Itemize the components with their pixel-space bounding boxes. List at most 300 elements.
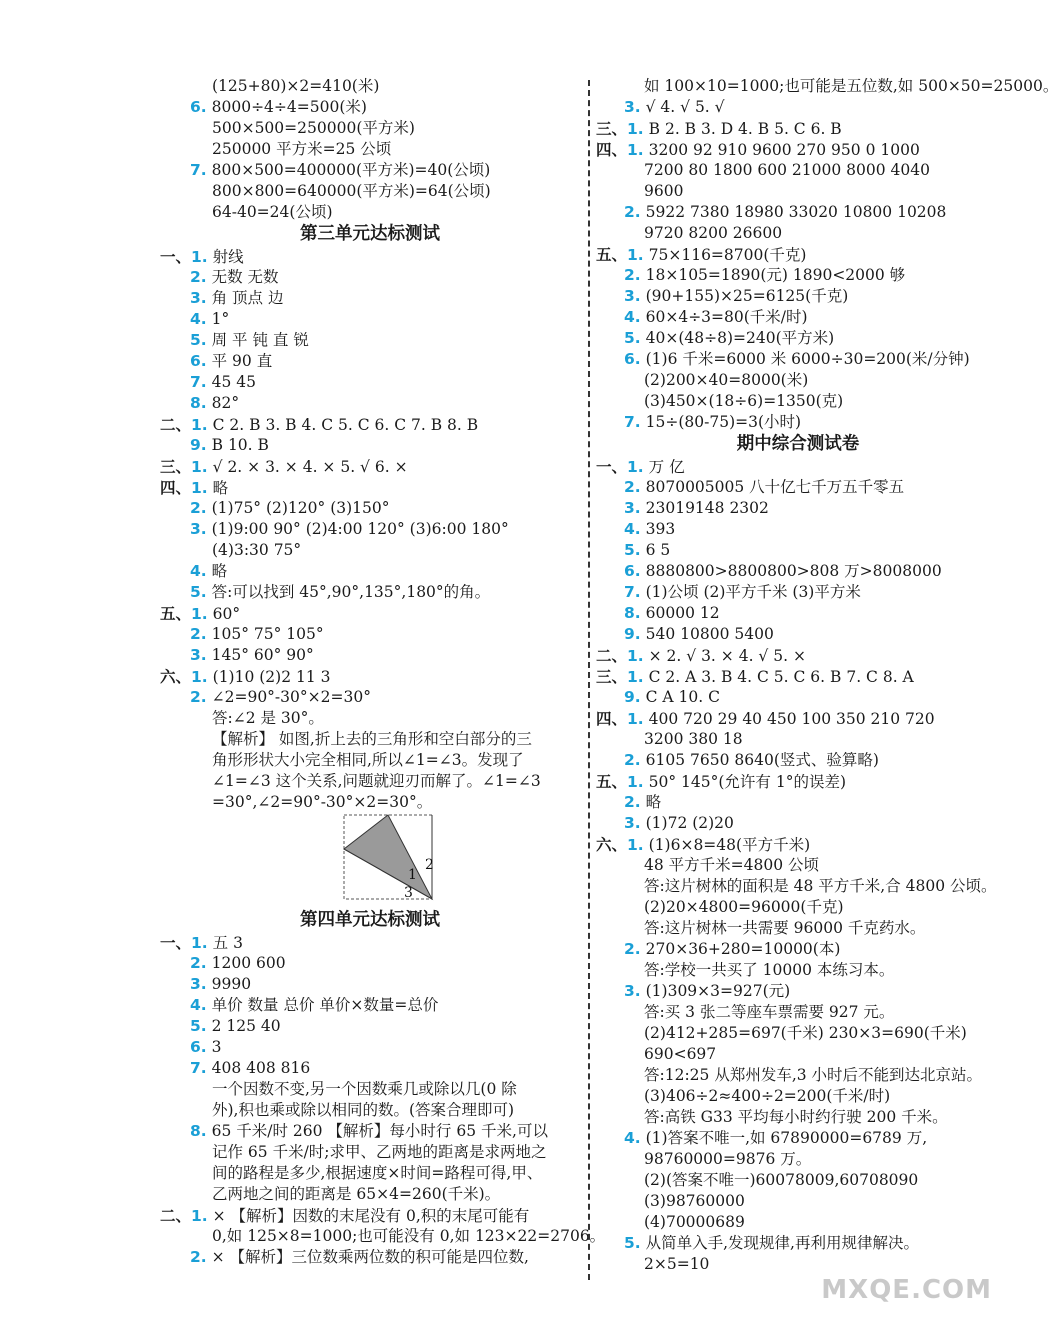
answer-line (596, 918, 1000, 939)
question-number: 2. (624, 940, 641, 958)
answer-line (160, 974, 580, 995)
question-number: 1. (191, 934, 208, 952)
answer-text: 从简单入手,发现规律,再利用规律解决。 (645, 1234, 919, 1252)
answer-line (596, 349, 1000, 370)
answer-text: 145° 60° 90° (211, 646, 314, 664)
answer-line (596, 1023, 1000, 1044)
answer-line (160, 1142, 580, 1163)
answer-text: 65 千米/时 260 【解析】每小时行 65 千米,可以 (211, 1122, 548, 1140)
answer-line (596, 1128, 1000, 1149)
answer-line (596, 477, 1000, 498)
answer-line (596, 97, 1000, 118)
answer-text: =30°,∠2=90°-30°×2=30°。 (212, 793, 433, 811)
section-number: 六、 (160, 667, 192, 686)
question-number: 4. (190, 996, 207, 1014)
answer-line (596, 834, 1000, 855)
question-number: 9. (190, 436, 207, 454)
answer-line (596, 750, 1000, 771)
answer-text: (2)20×4800=96000(千克) (644, 898, 844, 916)
section-number: 三、 (596, 119, 628, 138)
section-number: 五、 (596, 245, 628, 264)
question-number: 3. (624, 814, 641, 832)
answer-text: 略 (212, 479, 229, 497)
question-number: 7. (190, 373, 207, 391)
answer-text: 角形形状大小完全相同,所以∠1=∠3。发现了 (212, 751, 524, 769)
answer-text: 800×500=400000(平方米)=40(公顷) (211, 161, 491, 179)
section-number: 三、 (596, 667, 628, 686)
question-number: 1. (191, 248, 208, 266)
question-number: 1. (191, 416, 208, 434)
answer-line (596, 1002, 1000, 1023)
section-number: 二、 (596, 646, 628, 665)
answer-line (160, 202, 580, 223)
answer-line (596, 1065, 1000, 1086)
question-number: 6. (190, 352, 207, 370)
angle-label: 3 (404, 885, 413, 901)
answer-line (160, 995, 580, 1016)
question-number: 2. (190, 954, 207, 972)
answer-line (596, 855, 1000, 876)
answer-text: 18×105=1890(元) 1890<2000 够 (645, 266, 906, 284)
question-number: 1. (627, 710, 644, 728)
question-number: 7. (624, 413, 641, 431)
answer-line (596, 1254, 1000, 1275)
answer-line (596, 708, 1000, 729)
right-column (596, 76, 1058, 1275)
answer-line (160, 435, 580, 456)
answer-line (596, 666, 1000, 687)
answer-line (160, 687, 580, 708)
answer-text: 【解析】 如图,折上去的三角形和空白部分的三 (212, 730, 532, 748)
answer-line (160, 561, 580, 582)
answer-text: √ 2. × 3. × 4. × 5. √ 6. × (212, 458, 408, 476)
question-number: 2. (624, 751, 641, 769)
answer-text: (1)6 千米=6000 米 6000÷30=200(米/分钟) (645, 350, 970, 368)
question-number: 2. (190, 1248, 207, 1266)
answer-text: 40×(48÷8)=240(平方米) (645, 329, 835, 347)
answer-text: 1° (211, 310, 230, 328)
answer-line (596, 729, 1000, 750)
answer-text: (1)9:00 90° (2)4:00 120° (3)6:00 180° (211, 520, 509, 538)
answer-line (160, 624, 580, 645)
answer-line (160, 181, 580, 202)
answer-text: 82° (211, 394, 240, 412)
answer-line (160, 519, 580, 540)
answer-text: (1)309×3=927(元) (645, 982, 791, 1000)
answer-line (596, 939, 1000, 960)
answer-text: 记作 65 千米/时;求甲、乙两地的距离是求两地之 (212, 1143, 547, 1161)
answer-text: 393 (645, 520, 676, 538)
question-number: 5. (190, 583, 207, 601)
answer-text: 1200 600 (211, 954, 286, 972)
answer-text: (125+80)×2=410(米) (212, 77, 380, 95)
answer-line (596, 540, 1000, 561)
question-number: 4. (190, 310, 207, 328)
answer-line (596, 139, 1000, 160)
question-number: 1. (627, 668, 644, 686)
answer-text: (4)3:30 75° (212, 541, 302, 559)
answer-line (596, 792, 1000, 813)
question-number: 4. (624, 1129, 641, 1147)
answer-text: 略 (211, 562, 228, 580)
question-number: 4. (624, 308, 641, 326)
answer-line (596, 1170, 1000, 1191)
answer-line (596, 1149, 1000, 1170)
answer-text: 0,如 125×8=1000;也可能没有 0,如 123×22=2706。 (212, 1227, 606, 1245)
answer-text: 105° 75° 105° (211, 625, 324, 643)
answer-line (160, 582, 580, 603)
answer-text: 690<697 (644, 1045, 717, 1063)
answer-line (160, 160, 580, 181)
question-number: 5. (624, 329, 641, 347)
answer-line (160, 118, 580, 139)
question-number: 3. (624, 287, 641, 305)
answer-line (160, 708, 580, 729)
answer-line (596, 897, 1000, 918)
answer-line (160, 645, 580, 666)
answer-text: 9990 (211, 975, 252, 993)
answer-text: 答:这片树林一共需要 96000 千克药水。 (644, 919, 926, 937)
question-number: 8. (624, 604, 641, 622)
answer-line (160, 351, 580, 372)
column-divider (588, 80, 590, 1280)
answer-text: 7200 80 1800 600 21000 8000 4040 (644, 161, 930, 179)
answer-line (160, 456, 580, 477)
answer-line (160, 498, 580, 519)
answer-text: 408 408 816 (211, 1059, 311, 1077)
answer-text: (1)答案不唯一,如 67890000=6789 万, (645, 1129, 928, 1147)
answer-text: 50° 145°(允许有 1°的误差) (648, 773, 847, 791)
question-number: 1. (627, 141, 644, 159)
answer-text: (2)200×40=8000(米) (644, 371, 809, 389)
answer-line (596, 1086, 1000, 1107)
question-number: 2. (624, 203, 641, 221)
answer-text: 500×500=250000(平方米) (212, 119, 415, 137)
answer-line (596, 160, 1000, 181)
answer-text: × 【解析】三位数乘两位数的积可能是四位数, (211, 1248, 529, 1266)
question-number: 2. (190, 625, 207, 643)
section-number: 四、 (596, 140, 628, 159)
answer-text: 答:学校一共买了 10000 本练习本。 (644, 961, 895, 979)
question-number: 5. (190, 331, 207, 349)
question-number: 1. (627, 120, 644, 138)
answer-text: 平 90 直 (211, 352, 273, 370)
answer-text: 2×5=10 (644, 1255, 710, 1273)
answer-line (596, 1107, 1000, 1128)
answer-text: (3)450×(18÷6)=1350(克) (644, 392, 844, 410)
question-number: 3. (624, 98, 641, 116)
answer-text: C 2. B 3. B 4. C 5. C 6. C 7. B 8. B (212, 416, 479, 434)
question-number: 2. (190, 268, 207, 286)
answer-line (160, 414, 580, 435)
answer-text: √ 4. √ 5. √ (645, 98, 725, 116)
answer-text: × 2. √ 3. × 4. √ 5. × (648, 647, 806, 665)
answer-line (596, 202, 1000, 223)
answer-line (596, 561, 1000, 582)
answer-text: 23019148 2302 (645, 499, 769, 517)
question-number: 1. (627, 773, 644, 791)
answer-line (160, 477, 580, 498)
answer-line (596, 1191, 1000, 1212)
answer-line (596, 391, 1000, 412)
answer-text: (1)75° (2)120° (3)150° (211, 499, 390, 517)
answer-text: 250000 平方米=25 公顷 (212, 140, 392, 158)
answer-text: (1)公顷 (2)平方千米 (3)平方米 (645, 583, 861, 601)
answer-text: (1)10 (2)2 11 3 (212, 668, 331, 686)
answer-text: B 2. B 3. D 4. B 5. C 6. B (648, 120, 842, 138)
answer-text: 乙两地之间的距离是 65×4=260(千米)。 (212, 1185, 501, 1203)
answer-text: 60000 12 (645, 604, 720, 622)
answer-text: 无数 无数 (211, 268, 279, 286)
answer-text: 3200 380 18 (644, 730, 743, 748)
question-number: 1. (627, 647, 644, 665)
answer-line (160, 932, 580, 953)
answer-text: (2)(答案不唯一)60078009,60708090 (644, 1171, 919, 1189)
question-number: 3. (624, 982, 641, 1000)
answer-text: 400 720 29 40 450 100 350 210 720 (648, 710, 935, 728)
answer-text: 如 100×10=1000;也可能是五位数,如 500×50=25000。 (644, 77, 1058, 95)
answer-line (160, 1058, 580, 1079)
section-number: 六、 (596, 835, 628, 854)
answer-line (596, 370, 1000, 391)
answer-line (596, 244, 1000, 265)
answer-line (160, 393, 580, 414)
answer-line (596, 498, 1000, 519)
question-number: 3. (190, 646, 207, 664)
question-number: 8. (190, 1122, 207, 1140)
answer-text: × 【解析】因数的末尾没有 0,积的末尾可能有 (212, 1207, 530, 1225)
answer-text: 答:高铁 G33 平均每小时约行驶 200 千米。 (644, 1108, 948, 1126)
answer-line (596, 582, 1000, 603)
section-number: 四、 (160, 478, 192, 497)
answer-line (596, 771, 1000, 792)
answer-line (596, 307, 1000, 328)
answer-text: 98760000=9876 万。 (644, 1150, 812, 1168)
answer-text: C A 10. C (645, 688, 720, 706)
answer-line (160, 139, 580, 160)
answer-text: (1)6×8=48(平方千米) (648, 836, 811, 854)
folded-triangle-figure (160, 813, 580, 909)
section-number: 二、 (160, 415, 192, 434)
answer-text: 略 (645, 793, 662, 811)
question-number: 5. (624, 1234, 641, 1252)
answer-line (596, 624, 1000, 645)
answer-text: B 10. B (211, 436, 269, 454)
section-number: 三、 (160, 457, 192, 476)
answer-line (160, 76, 580, 97)
answer-text: (1)72 (2)20 (645, 814, 734, 832)
answer-line (596, 286, 1000, 307)
question-number: 4. (624, 520, 641, 538)
section-number: 四、 (596, 709, 628, 728)
answer-line (160, 792, 580, 813)
question-number: 2. (624, 478, 641, 496)
question-number: 7. (190, 161, 207, 179)
answer-line (160, 1037, 580, 1058)
answer-line (596, 960, 1000, 981)
answer-text: 答:买 3 张二等座车票需要 927 元。 (644, 1003, 895, 1021)
answer-line (596, 1044, 1000, 1065)
answer-text: 60×4÷3=80(千米/时) (645, 308, 808, 326)
answer-line (160, 666, 580, 687)
question-number: 1. (191, 605, 208, 623)
answer-line (596, 181, 1000, 202)
section-number: 一、 (160, 247, 192, 266)
question-number: 6. (624, 562, 641, 580)
answer-text: (90+155)×25=6125(千克) (645, 287, 849, 305)
question-number: 5. (190, 1017, 207, 1035)
question-number: 1. (191, 479, 208, 497)
answer-text: 9600 (644, 182, 684, 200)
question-number: 7. (190, 1059, 207, 1077)
answer-text: 15÷(80-75)=3(小时) (645, 413, 802, 431)
section-title: 第三单元达标测试 (300, 224, 440, 244)
answer-text: 8070005005 八十亿七千万五千零五 (645, 478, 905, 496)
answer-text: (3)406÷2≈400÷2=200(千米/时) (644, 1087, 891, 1105)
answer-text: 9720 8200 26600 (644, 224, 783, 242)
answer-text: ∠1=∠3 这个关系,问题就迎刃而解了。∠1=∠3 (212, 772, 541, 790)
answer-line (160, 1163, 580, 1184)
answer-line (160, 1226, 606, 1247)
answer-line (160, 1205, 580, 1226)
answer-text: 外),积也乘或除以相同的数。(答案合理即可) (212, 1101, 515, 1119)
answer-line (160, 1121, 580, 1142)
answer-line (596, 412, 1000, 433)
question-number: 9. (624, 688, 641, 706)
answer-text: 75×116=8700(千克) (648, 246, 807, 264)
question-number: 7. (624, 583, 641, 601)
answer-line (596, 603, 1000, 624)
answer-text: (2)412+285=697(千米) 230×3=690(千米) (644, 1024, 967, 1042)
answer-text: 一个因数不变,另一个因数乘几或除以几(0 除 (212, 1080, 517, 1098)
answer-line (596, 223, 1000, 244)
answer-text: (4)70000689 (644, 1213, 745, 1231)
answer-line (596, 876, 1000, 897)
answer-text: 间的路程是多少,根据速度×时间=路程可得,甲、 (212, 1164, 543, 1182)
answer-line (160, 1247, 580, 1268)
answer-line (160, 97, 580, 118)
section-title: 期中综合测试卷 (736, 434, 860, 454)
answer-text: C 2. A 3. B 4. C 5. C 6. B 7. C 8. A (648, 668, 914, 686)
question-number: 1. (191, 458, 208, 476)
answer-text: 单价 数量 总价 单价×数量=总价 (211, 996, 439, 1014)
answer-text: 周 平 钝 直 锐 (211, 331, 309, 349)
answer-text: 64-40=24(公顷) (212, 203, 333, 221)
answer-line (160, 729, 580, 750)
answer-text: 6105 7650 8640(竖式、验算略) (645, 751, 879, 769)
angle-label: 2 (425, 857, 434, 873)
answer-text: 8880800>8800800>808 万>8008000 (645, 562, 942, 580)
question-number: 3. (190, 289, 207, 307)
answer-line (160, 1184, 580, 1205)
angle-label: 1 (408, 867, 417, 883)
answer-text: 2 125 40 (211, 1017, 281, 1035)
question-number: 3. (190, 520, 207, 538)
section-title: 第四单元达标测试 (300, 910, 440, 930)
answer-text: 五 3 (212, 934, 243, 952)
question-number: 1. (627, 836, 644, 854)
question-number: 1. (191, 668, 208, 686)
answer-text: 3 (211, 1038, 222, 1056)
answer-text: 答:可以找到 45°,90°,135°,180°的角。 (211, 583, 491, 601)
question-number: 6. (190, 98, 207, 116)
question-number: 2. (190, 688, 207, 706)
answer-text: 角 顶点 边 (211, 289, 284, 307)
question-number: 6. (190, 1038, 207, 1056)
answer-line (160, 372, 580, 393)
section-number: 五、 (596, 772, 628, 791)
answer-text: 答:这片树林的面积是 48 平方千米,合 4800 公顷。 (644, 877, 997, 895)
question-number: 9. (624, 625, 641, 643)
answer-line (160, 1079, 580, 1100)
section-number: 五、 (160, 604, 192, 623)
question-number: 1. (191, 1207, 208, 1225)
answer-line (596, 813, 1000, 834)
answer-line (596, 645, 1000, 666)
question-number: 2. (190, 499, 207, 517)
answer-text: 3200 92 910 9600 270 950 0 1000 (648, 141, 920, 159)
answer-text: 答:12:25 从郑州发车,3 小时后不能到达北京站。 (644, 1066, 983, 1084)
answer-line (596, 519, 1000, 540)
answer-line (596, 1233, 1000, 1254)
answer-text: (3)98760000 (644, 1192, 745, 1210)
watermark: MXQE.COM (821, 1275, 992, 1305)
question-number: 1. (627, 246, 644, 264)
answer-line (596, 328, 1000, 349)
answer-text: 答:∠2 是 30°。 (212, 709, 324, 727)
answer-line (160, 750, 580, 771)
answer-text: 45 45 (211, 373, 256, 391)
question-number: 4. (190, 562, 207, 580)
answer-line (160, 953, 580, 974)
question-number: 5. (624, 541, 641, 559)
answer-text: 540 10800 5400 (645, 625, 774, 643)
question-number: 2. (624, 266, 641, 284)
answer-text: 射线 (212, 248, 244, 266)
answer-line (160, 330, 580, 351)
answer-line (596, 76, 1058, 97)
section-number: 二、 (160, 1206, 192, 1225)
answer-line (160, 288, 580, 309)
answer-line (160, 771, 580, 792)
answer-line (160, 246, 580, 267)
answer-text: 270×36+280=10000(本) (645, 940, 841, 958)
answer-line (160, 267, 580, 288)
left-column (160, 76, 606, 1268)
answer-text: 8000÷4÷4=500(米) (211, 98, 367, 116)
answer-text: 5922 7380 18980 33020 10800 10208 (645, 203, 947, 221)
answer-line (160, 309, 580, 330)
answer-line (160, 540, 580, 561)
question-number: 3. (190, 975, 207, 993)
answer-text: 万 亿 (648, 458, 685, 476)
answer-line (596, 1212, 1000, 1233)
answer-text: ∠2=90°-30°×2=30° (211, 688, 371, 706)
question-number: 1. (627, 458, 644, 476)
question-number: 2. (624, 793, 641, 811)
section-number: 一、 (596, 457, 628, 476)
answer-line (596, 265, 1000, 286)
section-number: 一、 (160, 933, 192, 952)
answer-line (596, 456, 1000, 477)
question-number: 3. (624, 499, 641, 517)
answer-line (160, 1016, 580, 1037)
question-number: 8. (190, 394, 207, 412)
answer-text: 48 平方千米=4800 公顷 (644, 856, 820, 874)
answer-text: 60° (212, 605, 241, 623)
question-number: 6. (624, 350, 641, 368)
answer-line (596, 118, 1000, 139)
